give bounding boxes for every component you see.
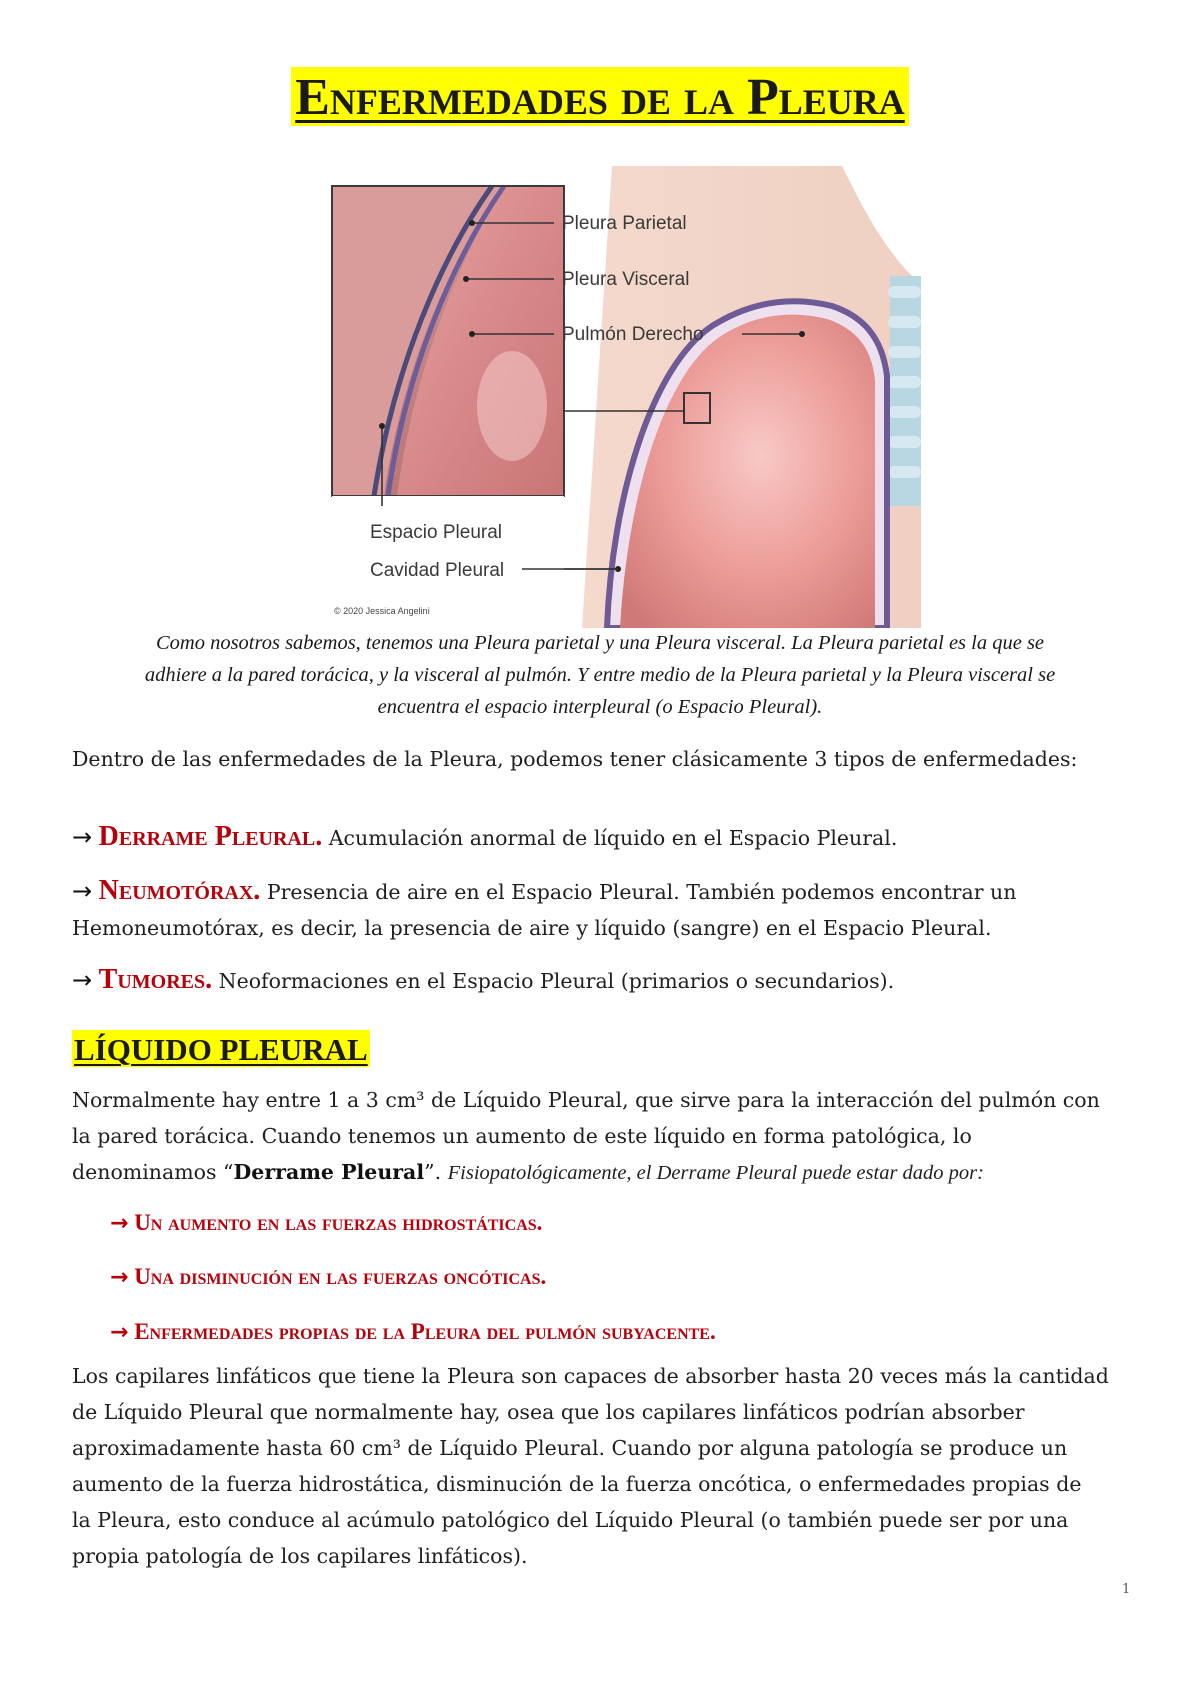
page-title-text: Enfermedades de la Pleura [291, 67, 909, 126]
paragraph-line [72, 1154, 1152, 1191]
disease-term: Neumotórax. [98, 875, 261, 906]
paragraph-line: propia patología de los capilares linfáticos). [72, 1544, 528, 1568]
caption-line: Como nosotros sabemos, tenemos una Pleura parietal y una Pleura visceral. La Pleura parietal es la que se [155, 632, 1045, 654]
italic-text: Fisiopatológicamente, el Derrame Pleural puede estar dado por: [447, 1162, 984, 1184]
paragraph-text: denominamos “ [72, 1160, 234, 1184]
disease-item-tumores [72, 962, 1152, 999]
page-number: 1 [1122, 1582, 1131, 1597]
cause-item [110, 1265, 546, 1289]
label-espacio-pleural: Espacio Pleural [370, 522, 503, 543]
paragraph-text: ”. [424, 1160, 448, 1184]
arrow-icon: → [72, 966, 93, 994]
arrow-icon: → [72, 877, 93, 905]
cause-item [110, 1320, 716, 1344]
label-pulmon-derecho: Pulmón Derecho [562, 324, 704, 345]
trachea-shape [888, 276, 921, 506]
disease-term: Tumores. [98, 964, 213, 995]
caption-line: encuentra el espacio interpleural (o Espacio Pleural). [377, 696, 823, 718]
inset-detail [332, 186, 564, 496]
disease-item-derrame [72, 819, 1152, 856]
disease-description-continued: Hemoneumotórax, es decir, la presencia de aire y líquido (sangre) en el Espacio Pleural. [72, 916, 992, 940]
cause-item [110, 1211, 542, 1235]
liquid-paragraph [72, 1082, 1152, 1191]
figure-caption [60, 627, 1140, 723]
page-title [0, 69, 1200, 126]
arrow-icon: → [110, 1265, 129, 1290]
cause-text: Enfermedades propias de la Pleura del pulmón subyacente. [134, 1319, 716, 1344]
disease-description: Presencia de aire en el Espacio Pleural. También podemos encontrar un [266, 880, 1017, 904]
section-heading-text: LÍQUIDO PLEURAL [74, 1032, 368, 1067]
label-cavidad-pleural: Cavidad Pleural [370, 560, 505, 581]
paragraph-line: Normalmente hay entre 1 a 3 cm³ de Líquido Pleural, que sirve para la interacción del pulmón con [72, 1088, 1100, 1112]
cause-text: Una disminución en las fuerzas oncóticas. [134, 1264, 547, 1289]
disease-term: Derrame Pleural. [98, 821, 323, 852]
disease-description: Neoformaciones en el Espacio Pleural (primarios o secundarios). [218, 969, 895, 993]
caption-line: adhiere a la pared torácica, y la visceral al pulmón. Y entre medio de la Pleura parietal y la Pleura visceral se [144, 664, 1056, 686]
paragraph-line: Los capilares linfáticos que tiene la Pleura son capaces de absorber hasta 20 veces más la cantidad [72, 1364, 1109, 1388]
arrow-icon: → [72, 823, 93, 851]
intro-paragraph: Dentro de las enfermedades de la Pleura, podemos tener clásicamente 3 tipos de enfermedades: [72, 747, 1078, 771]
paragraph-line: la pared torácica. Cuando tenemos un aumento de este líquido en forma patológica, lo [72, 1124, 972, 1148]
bold-term-derrame: Derrame Pleural [233, 1160, 425, 1184]
arrow-icon: → [110, 1320, 129, 1345]
label-pleura-visceral: Pleura Visceral [562, 269, 690, 290]
pleura-anatomy-figure [322, 166, 921, 628]
disease-description: Acumulación anormal de líquido en el Espacio Pleural. [328, 826, 898, 850]
section-heading-liquido-pleural [72, 1034, 370, 1065]
figure-copyright: © 2020 Jessica Angelini [334, 606, 430, 616]
cause-text: Un aumento en las fuerzas hidrostáticas. [134, 1210, 543, 1235]
paragraph-line: aumento de la fuerza hidrostática, disminución de la fuerza oncótica, o enfermedades propias de [72, 1472, 1082, 1496]
paragraph-line: aproximadamente hasta 60 cm³ de Líquido Pleural. Cuando por alguna patología se produce un [72, 1436, 1068, 1460]
label-pleura-parietal: Pleura Parietal [562, 213, 687, 234]
pleura-anatomy-illustration [322, 166, 921, 628]
arrow-icon: → [110, 1211, 129, 1236]
closing-paragraph [72, 1358, 1152, 1574]
disease-item-neumotorax [72, 873, 1152, 946]
paragraph-line: la Pleura, esto conduce al acúmulo patológico del Líquido Pleural (o también puede ser por una [72, 1508, 1069, 1532]
paragraph-line: de Líquido Pleural que normalmente hay, osea que los capilares linfáticos podrían absorber [72, 1400, 1025, 1424]
